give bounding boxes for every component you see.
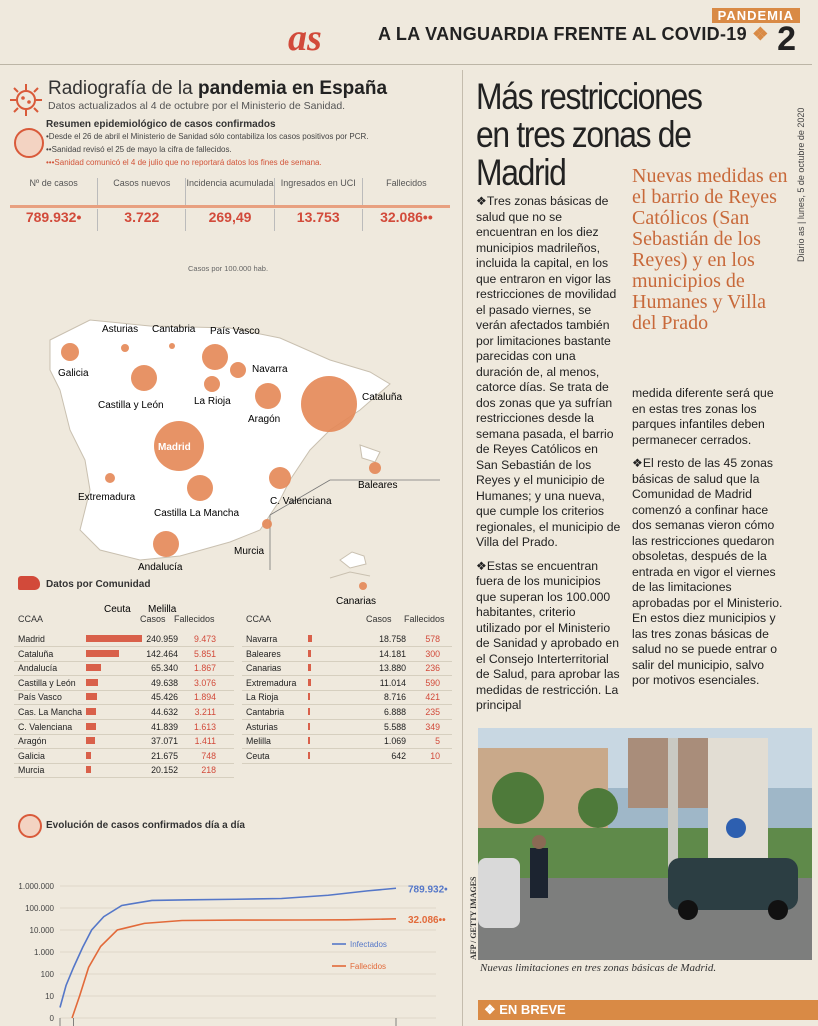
row-fallecidos: 218 (201, 765, 216, 776)
stat-label: Casos nuevos (98, 178, 186, 208)
bubble-pais-vasco (202, 344, 228, 370)
bubble-andalucia (153, 531, 179, 557)
stat-label: Incidencia acumulada (186, 178, 274, 208)
bubble-navarra (230, 362, 246, 378)
cases-bar (86, 664, 101, 671)
y-tick-label: 0 (49, 1014, 54, 1023)
map-label: País Vasco (210, 326, 260, 337)
row-fallecidos: 578 (425, 634, 440, 644)
row-ccaa: Canarias (246, 663, 282, 674)
table-row (14, 763, 234, 778)
stat-value: 269,49 (186, 209, 274, 231)
bubble-castilla-leon (131, 365, 157, 391)
cases-bar (86, 737, 95, 744)
row-fallecidos: 235 (425, 707, 440, 717)
bubble-castilla-la-mancha (187, 475, 213, 501)
header-divider (0, 64, 812, 65)
infographic-subtitle: Datos actualizados al 4 de octubre por el Ministerio de Sanidad. (48, 100, 346, 112)
note-2: ••Sanidad revisó el 25 de mayo la cifra de fallecidos. (46, 145, 232, 154)
evolution-title: Evolución de casos confirmados día a día (46, 820, 245, 831)
cases-bar (308, 708, 310, 715)
news-photo (478, 728, 812, 960)
table-right (242, 614, 452, 784)
row-ccaa: Murcia (18, 765, 45, 776)
cases-bar (308, 635, 312, 642)
y-tick-label: 100 (40, 970, 54, 979)
cases-bar (86, 635, 142, 642)
bubble-murcia (262, 519, 272, 529)
paragraph: ❖Tres zonas básicas de salud que no se encuentran en los diez municipios madrileños, incluida la capital, en los que entraron en vigor las restricciones de movilidad el pasado viernes, se verán afectados también por limitaciones bastante parecidas con una duración de, al menos, catorce días. Se trata de dos zonas que ya sufrían restricciones desde la semana pasada, el barrio de Reyes Católicos en San Sebastián de los Reyes y el municipio de Humanes; y una nueva, que cumple los criterios regionales, el municipio de Villa del Prado. (476, 194, 621, 549)
row-casos: 5.588 (383, 721, 406, 732)
infographic-title: Radiografía de la pandemia en España (48, 78, 388, 99)
row-fallecidos: 1.613 (193, 721, 216, 732)
map-label: Canarias (336, 596, 377, 607)
stat-value: 13.753 (275, 209, 363, 231)
row-casos: 20.152 (151, 765, 178, 776)
col-ccaa: CCAA (18, 614, 44, 624)
row-casos: 18.758 (379, 634, 406, 644)
row-casos: 14.181 (379, 648, 406, 659)
bubble-baleares (369, 462, 381, 474)
row-casos: 21.675 (151, 750, 178, 761)
cases-bar (86, 650, 119, 657)
row-ccaa: La Rioja (246, 692, 279, 703)
row-casos: 6.888 (383, 707, 406, 717)
col-ccaa: CCAA (246, 614, 272, 624)
stat-divider (10, 205, 450, 208)
row-casos: 13.880 (379, 663, 406, 674)
table-row (14, 690, 234, 705)
map-label: Melilla (148, 604, 177, 615)
cases-per-note: Casos por 100.000 hab. (188, 264, 269, 273)
article-column-2 (632, 386, 784, 689)
bubble-cantabria (169, 343, 175, 349)
map-label-madrid: Madrid (158, 442, 191, 453)
table-row (242, 676, 452, 691)
row-ccaa: Cas. La Mancha (18, 707, 83, 717)
cases-bar (308, 752, 310, 759)
bubble-galicia (61, 343, 79, 361)
row-fallecidos: 5 (435, 736, 440, 747)
row-ccaa: Ceuta (246, 750, 270, 761)
cases-bar (308, 679, 311, 686)
stat-label: Ingresados en UCI (275, 178, 363, 208)
map-label: Extremadura (78, 492, 136, 503)
cases-bar (308, 650, 311, 657)
row-ccaa: Galicia (18, 750, 45, 761)
legend-label: Fallecidos (350, 962, 387, 971)
table-row (242, 690, 452, 705)
svg-text:AFP / GETTY IMAGES: AFP / GETTY IMAGES (469, 876, 478, 960)
row-fallecidos: 590 (425, 677, 440, 688)
row-ccaa: Extremadura (246, 677, 297, 688)
table-row (14, 661, 234, 676)
table-title: Datos por Comunidad (46, 579, 151, 590)
table-row (14, 720, 234, 735)
y-tick-label: 10 (45, 992, 54, 1001)
row-ccaa: Melilla (246, 736, 271, 747)
map-label: La Rioja (194, 396, 231, 407)
map-label: Murcia (234, 546, 265, 557)
map-label: Castilla y León (98, 400, 164, 411)
table-row (14, 647, 234, 662)
y-tick-label: 10.000 (29, 926, 54, 935)
cases-bar (308, 664, 311, 671)
table-row (242, 749, 452, 764)
article-subtitle: Nuevas medidas en el barrio de Reyes Católicos (San Sebastián de los Reyes) y en los municipios de Humanes y Villa del Prado (632, 165, 788, 334)
cases-bar (308, 693, 310, 700)
col-fallecidos: Fallecidos (174, 614, 215, 624)
row-casos: 49.638 (151, 677, 178, 688)
row-fallecidos: 236 (425, 663, 440, 674)
photo-credit (466, 822, 478, 962)
table-row (242, 734, 452, 749)
bubble-cataluna (301, 376, 357, 432)
map-label: Galicia (58, 368, 89, 379)
photo-caption: Nuevas limitaciones en tres zonas básicas de Madrid. (480, 962, 717, 974)
series-end-label: 32.086•• (408, 914, 446, 926)
y-tick-label: 100.000 (25, 904, 54, 913)
row-ccaa: Asturias (246, 721, 278, 732)
cases-bar (86, 766, 91, 773)
cases-bar (86, 708, 96, 715)
row-fallecidos: 748 (201, 750, 216, 761)
bubble-asturias (121, 344, 129, 352)
map-label: Cataluña (362, 392, 403, 403)
en-breve-section: ❖ EN BREVE (478, 1000, 818, 1020)
stat-labels (10, 178, 450, 208)
row-casos: 642 (391, 750, 406, 761)
bubble-la-rioja (204, 376, 220, 392)
cases-bar (86, 752, 91, 759)
map-label: Ceuta (104, 604, 131, 615)
page-number: 2 (777, 20, 796, 58)
row-ccaa: Andalucía (18, 663, 58, 674)
row-ccaa: País Vasco (18, 692, 62, 703)
map-label: Aragón (248, 414, 281, 425)
row-fallecidos: 1.894 (193, 692, 216, 703)
running-title: A LA VANGUARDIA FRENTE AL COVID-19 ❖ (378, 24, 769, 44)
virus-icon (8, 82, 44, 118)
row-ccaa: Madrid (18, 634, 45, 644)
cases-bar (86, 693, 97, 700)
table-row (242, 661, 452, 676)
table-row (14, 749, 234, 764)
table-row (14, 705, 234, 720)
col-casos: Casos (366, 614, 392, 624)
row-fallecidos: 349 (425, 721, 440, 732)
series-line-infectados (60, 888, 396, 1007)
map-label: C. Valenciana (270, 496, 332, 507)
row-ccaa: Aragón (18, 736, 47, 747)
series-end-label: 789.932• (408, 884, 448, 896)
cases-bar (86, 679, 98, 686)
stat-values (10, 209, 450, 231)
map-label: Cantabria (152, 324, 196, 335)
evolution-chart (6, 844, 456, 1024)
paragraph: medida diferente será que en estas tres zonas los parques infantiles deben permanecer cerrados. (632, 386, 774, 447)
row-casos: 8.716 (383, 692, 406, 703)
stat-value: 789.932• (10, 209, 98, 231)
row-casos: 45.426 (151, 692, 178, 703)
stat-label: Nº de casos (10, 178, 98, 208)
note-3: •••Sanidad comunicó el 4 de julio que no reportará datos los fines de semana. (46, 158, 322, 167)
row-fallecidos: 3.076 (193, 677, 216, 688)
as-logo: as (288, 17, 322, 59)
row-ccaa: Baleares (246, 648, 281, 659)
stat-value: 32.086•• (380, 209, 433, 225)
stat-label: Fallecidos (386, 178, 427, 188)
table-left (14, 614, 234, 784)
row-casos: 240.959 (146, 634, 178, 644)
row-ccaa: Cantabria (246, 707, 285, 717)
row-casos: 11.014 (379, 677, 406, 688)
side-caption (790, 66, 810, 266)
paragraph: ❖El resto de las 45 zonas básicas de salud que la Comunidad de Madrid comenzó a confinar hace dos semanas vieron cómo las restricciones quedaron obsoletas, después de la entrada en vigor el viernes de las limitaciones aprobadas por el Ministerio. En estos diez municipios y las tres zonas básicas de salud no se puede entrar o salir del municipio, salvo por motivos esenciales. (632, 456, 783, 687)
infographic (0, 66, 460, 1026)
row-fallecidos: 5.851 (193, 648, 216, 659)
section-tag: PANDEMIA (712, 8, 800, 23)
article-column-1 (476, 194, 622, 714)
map-label: Navarra (252, 364, 288, 375)
map-label: Asturias (102, 324, 139, 335)
row-casos: 41.839 (151, 721, 178, 732)
col-casos: Casos (140, 614, 166, 624)
row-casos: 37.071 (151, 736, 178, 747)
row-fallecidos: 10 (430, 750, 440, 761)
summary-heading: Resumen epidemiológico de casos confirmados (46, 119, 276, 130)
y-tick-label: 1.000 (33, 948, 54, 957)
spain-flag-icon (18, 576, 40, 590)
table-row (242, 705, 452, 720)
bubble-aragon (255, 383, 281, 409)
row-fallecidos: 300 (425, 648, 440, 659)
row-casos: 142.464 (146, 648, 178, 659)
svg-text:Diario as | lunes, 5 de octubr: Diario as | lunes, 5 de octubre de 2020 (796, 107, 806, 262)
mask-face-icon (18, 814, 42, 838)
legend-label: Infectados (350, 940, 387, 949)
table-row (242, 720, 452, 735)
page-header (0, 0, 812, 66)
table-row (14, 676, 234, 691)
bubble-c-valenciana (269, 467, 291, 489)
row-casos: 65.340 (151, 663, 178, 674)
article-title: Más restricciones en tres zonas de Madrid (476, 76, 702, 193)
col-fallecidos: Fallecidos (404, 614, 445, 624)
bubble-canarias (359, 582, 367, 590)
row-casos: 44.632 (151, 707, 178, 717)
stat-value: 3.722 (98, 209, 186, 231)
table-row (242, 632, 452, 647)
mask-face-icon (14, 128, 44, 158)
table-row (242, 647, 452, 662)
bubble-extremadura (105, 473, 115, 483)
row-fallecidos: 421 (425, 692, 440, 703)
row-ccaa: Castilla y León (18, 677, 76, 688)
cases-bar (308, 723, 310, 730)
diamond-icon: ❖ (752, 24, 769, 44)
row-ccaa: C. Valenciana (18, 721, 73, 732)
series-line-fallecidos (72, 919, 396, 1018)
map-label: Castilla La Mancha (154, 508, 240, 519)
cases-bar (308, 737, 310, 744)
map-label: Baleares (358, 480, 398, 491)
paragraph: ❖Estas se encuentran fuera de los municipios que superan los 100.000 habitantes, criterio utilizado por el Ministerio de Sanidad y aprobado en el Consejo Interterritorial de Salud, para aprobar las medidas de restricción. La principal (476, 558, 620, 712)
row-fallecidos: 1.411 (194, 736, 216, 747)
column-divider (462, 70, 463, 1026)
row-casos: 1.069 (383, 736, 406, 747)
row-ccaa: Navarra (246, 634, 278, 644)
row-fallecidos: 1.867 (193, 663, 216, 674)
y-tick-label: 1.000.000 (18, 882, 54, 891)
table-row (14, 632, 234, 647)
cases-bar (86, 723, 96, 730)
table-row (14, 734, 234, 749)
note-1: •Desde el 26 de abril el Ministerio de Sanidad sólo contabiliza los casos positivos por PCR. (46, 132, 369, 141)
row-ccaa: Cataluña (18, 648, 54, 659)
map-label: Andalucía (138, 562, 183, 573)
row-fallecidos: 9.473 (193, 634, 216, 644)
row-fallecidos: 3.211 (194, 707, 216, 717)
